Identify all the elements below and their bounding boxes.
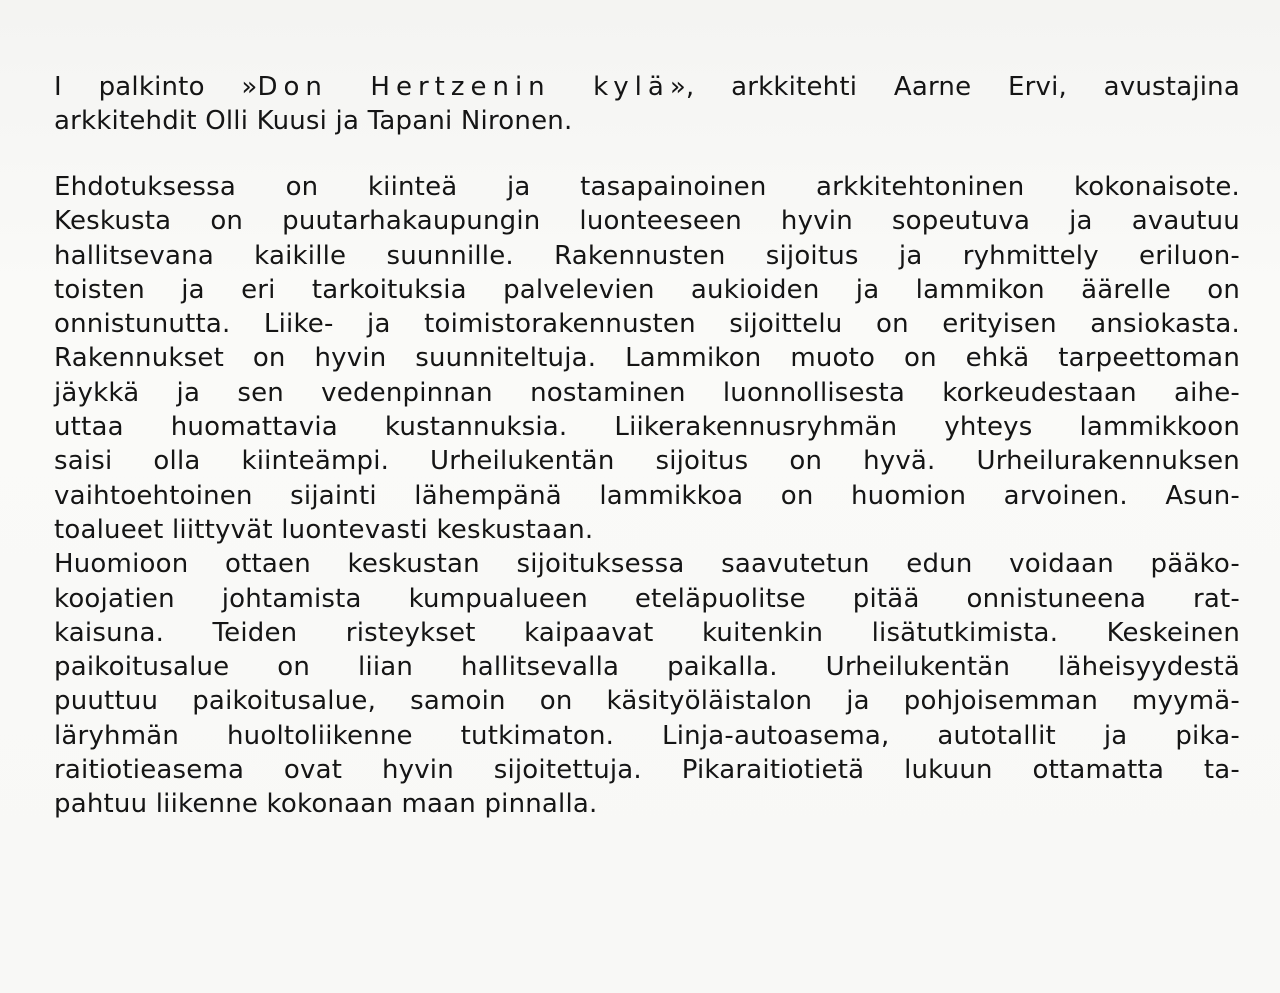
intro-prefix: I palkinto » <box>54 72 258 102</box>
body-line: pahtuu liikenne kokonaan maan pinnalla. <box>54 789 598 820</box>
intro-line-1 <box>54 70 1240 104</box>
body-line: Huomioon ottaen keskustan sijoituksessa saavutetun edun voidaan pääko- <box>54 549 1240 580</box>
intro-line-2: arkkitehdit Olli Kuusi ja Tapani Nironen. <box>54 106 573 137</box>
intro-suffix: », arkkitehti Aarne Ervi, avustajina <box>669 72 1240 102</box>
body-line: raitiotieasema ovat hyvin sijoitettuja. Pikaraitiotietä lukuun ottamatta ta- <box>54 755 1240 786</box>
body-line: paikoitusalue on liian hallitsevalla paikalla. Urheilukentän läheisyydestä <box>54 652 1240 683</box>
project-name: Don Hertzenin kylä <box>257 72 670 102</box>
body-line: Rakennukset on hyvin suunniteltuja. Lammikon muoto on ehkä tarpeettoman <box>54 343 1240 374</box>
evaluation-paragraph <box>54 170 1240 822</box>
body-line: saisi olla kiinteämpi. Urheilukentän sijoitus on hyvä. Urheilurakennuksen <box>54 446 1240 477</box>
body-line: koojatien johtamista kumpualueen eteläpuolitse pitää onnistuneena rat- <box>54 583 1240 614</box>
body-line: hallitsevana kaikille suunnille. Rakennusten sijoitus ja ryhmittely eriluon- <box>54 240 1240 271</box>
body-line: kaisuna. Teiden risteykset kaipaavat kuitenkin lisätutkimista. Keskeinen <box>54 617 1240 648</box>
body-line: vaihtoehtoinen sijainti lähempänä lammikkoa on huomion arvoinen. Asun- <box>54 480 1240 511</box>
body-line: toalueet liittyvät luontevasti keskustaan. <box>54 514 594 545</box>
body-line: Keskusta on puutarhakaupungin luonteeseen hyvin sopeutuva ja avautuu <box>54 206 1240 237</box>
body-line: onnistunutta. Liike- ja toimistorakennusten sijoittelu on erityisen ansiokasta. <box>54 309 1240 340</box>
body-line: Ehdotuksessa on kiinteä ja tasapainoinen arkkitehtoninen kokonaisote. <box>54 172 1240 202</box>
body-line: läryhmän huoltoliikenne tutkimaton. Linja-autoasema, autotallit ja pika- <box>54 720 1240 751</box>
intro-paragraph <box>54 70 1240 139</box>
body-line: uttaa huomattavia kustannuksia. Liikerakennusryhmän yhteys lammikkoon <box>54 412 1240 443</box>
body-line: toisten ja eri tarkoituksia palvelevien aukioiden ja lammikon äärelle on <box>54 274 1240 305</box>
body-line: jäykkä ja sen vedenpinnan nostaminen luonnollisesta korkeudestaan aihe- <box>54 377 1240 408</box>
body-line: puuttuu paikoitusalue, samoin on käsityöläistalon ja pohjoisemman myymä- <box>54 686 1240 717</box>
